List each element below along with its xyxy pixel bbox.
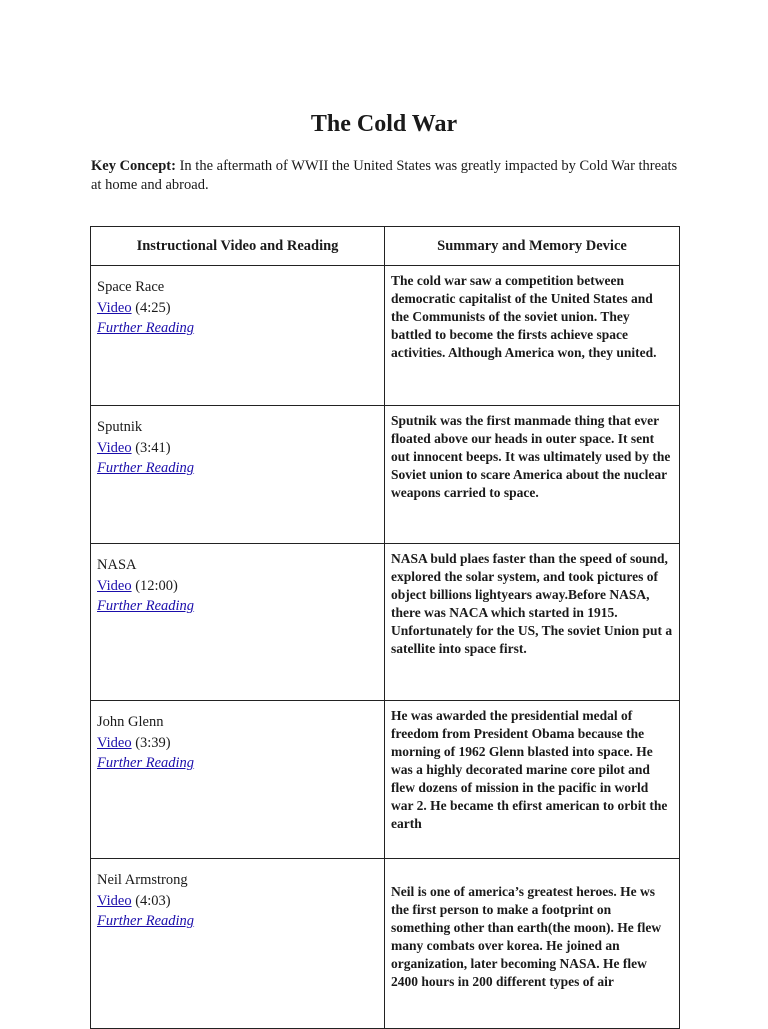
topic-name: NASA [97, 557, 137, 573]
resource-cell [91, 406, 385, 544]
page-title: The Cold War [310, 111, 458, 137]
topic-name: John Glenn [97, 714, 164, 730]
resource-cell [91, 544, 385, 701]
key-concept-label: Key Concept: [91, 158, 176, 174]
summary-cell [385, 701, 680, 859]
video-link[interactable]: Video [97, 299, 132, 316]
topic-name: Space Race [97, 279, 165, 295]
table-header-row [91, 227, 680, 266]
summary-text: He was awarded the presidential medal of freedom from President Obama because the morning of 1962 Glenn blasted into space. He was a highly decorated marine core pilot and flew dozens of mission in the pacific in world war 2. He became th efirst american to orbit the earth [391, 708, 668, 831]
summary-text: Sputnik was the first manmade thing that ever floated above our heads in outer space. It sent out innocent beeps. It was ultimately used by the Soviet union to scare America about the nuclear weapons carried to space. [391, 413, 671, 500]
summary-cell [385, 406, 680, 544]
table-row [91, 544, 680, 701]
video-line [97, 733, 378, 754]
table-row [91, 406, 680, 544]
video-line [97, 298, 378, 319]
resource-cell [91, 859, 385, 1029]
video-duration: (12:00) [131, 577, 178, 594]
video-line [97, 891, 378, 912]
video-line [97, 576, 378, 597]
further-reading-link[interactable]: Further Reading [97, 755, 195, 771]
further-reading-link[interactable]: Further Reading [97, 598, 195, 614]
video-duration: (3:39) [131, 734, 171, 751]
topic-name: Neil Armstrong [97, 872, 188, 888]
video-link[interactable]: Video [97, 577, 132, 594]
resource-cell [91, 266, 385, 406]
video-duration: (3:41) [131, 439, 171, 456]
summary-cell [385, 544, 680, 701]
topic-name: Sputnik [97, 419, 143, 435]
summary-cell [385, 266, 680, 406]
further-reading-link[interactable]: Further Reading [97, 913, 195, 929]
video-line [97, 438, 378, 459]
column-header-video-reading: Instructional Video and Reading [91, 227, 385, 266]
topics-table [90, 226, 680, 1029]
table-row [91, 859, 680, 1029]
summary-text: NASA buld plaes faster than the speed of sound, explored the solar system, and took pictures of object billions lightyears away.Before NASA, there was NACA which started in 1915. Unfortunately for the US, The soviet Union put a satellite into space first. [391, 551, 673, 656]
table-row [91, 266, 680, 406]
video-duration: (4:03) [131, 892, 171, 909]
summary-text: Neil is one of america’s greatest heroes. He ws the first person to make a footprint on something other than earth(the moon). He flew many combats over korea. He joined an organization, later becoming NASA. He flew 2400 hours in 200 different types of air [391, 884, 662, 989]
further-reading-link[interactable]: Further Reading [97, 460, 195, 476]
resource-cell [91, 701, 385, 859]
video-link[interactable]: Video [97, 892, 132, 909]
summary-text: The cold war saw a competition between democratic capitalist of the United States and the Communists of the soviet union. They battled to become the firsts achieve space activities. Although America won, they united. [391, 273, 657, 360]
column-header-summary: Summary and Memory Device [385, 227, 680, 266]
key-concept-text: In the aftermath of WWII the United States was greatly impacted by Cold War threats at home and abroad. [91, 158, 678, 193]
table-row [91, 701, 680, 859]
video-link[interactable]: Video [97, 439, 132, 456]
key-concept-paragraph [91, 157, 681, 195]
further-reading-link[interactable]: Further Reading [97, 320, 195, 336]
video-duration: (4:25) [131, 299, 171, 316]
summary-cell [385, 859, 680, 1029]
video-link[interactable]: Video [97, 734, 132, 751]
